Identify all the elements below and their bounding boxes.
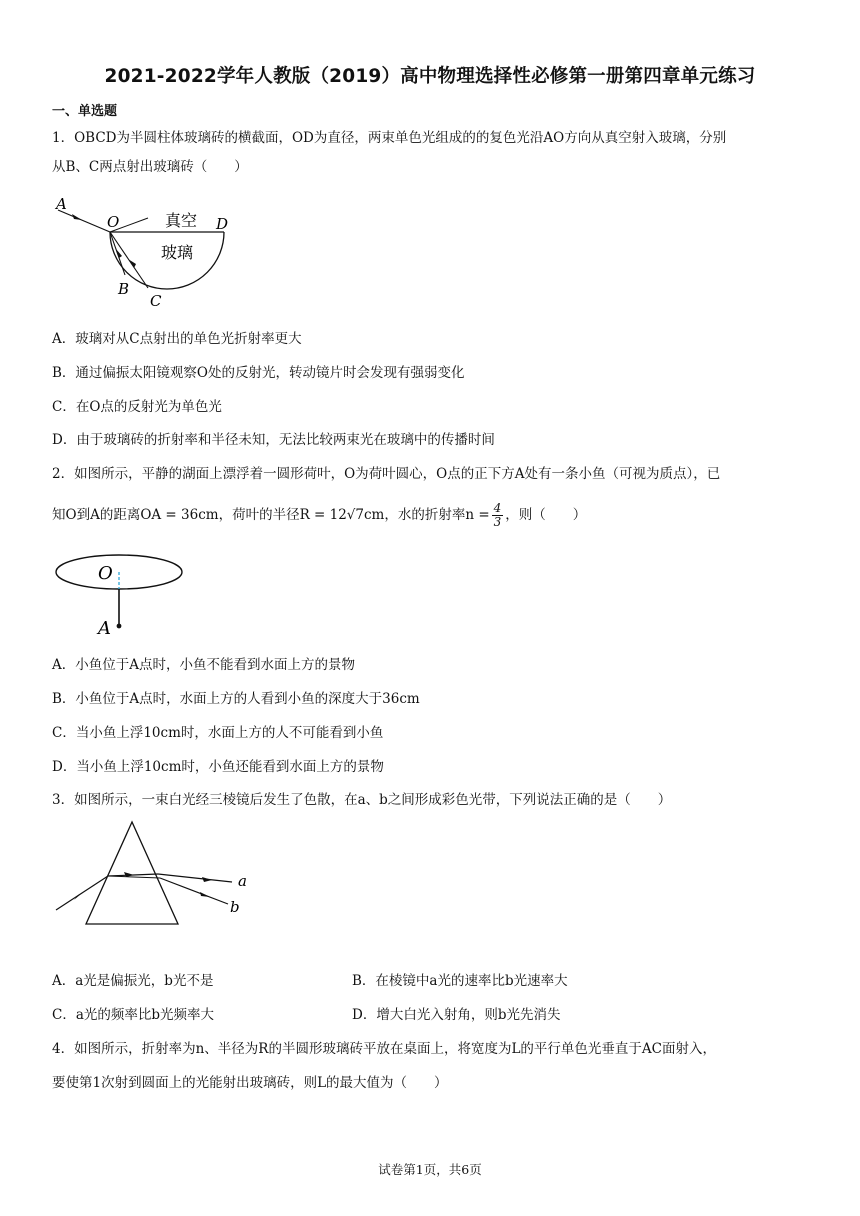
q4-stem-line1: 4．如图所示，折射率为n、半径为R的半圆形玻璃砖平放在桌面上，将宽度为L的平行单色光垂直于AC面射入， xyxy=(52,1041,716,1057)
q3-option-c: C．a光的频率比b光频率大 xyxy=(52,1007,215,1023)
q3-label-b: b xyxy=(230,898,240,916)
q2-figure xyxy=(52,548,192,640)
q1-option-b: B．通过偏振太阳镜观察O处的反射光，转动镜片时会发现有强弱变化 xyxy=(52,365,465,381)
q1-option-d: D．由于玻璃砖的折射率和半径未知，无法比较两束光在玻璃中的传播时间 xyxy=(52,432,495,448)
q1-label-O: O xyxy=(107,213,120,231)
q1-stem-line2: 从B、C两点射出玻璃砖（ ） xyxy=(52,159,248,175)
q1-figure xyxy=(52,196,242,312)
q2-option-d: D．当小鱼上浮10cm时，小鱼还能看到水面上方的景物 xyxy=(52,759,384,775)
q2-option-b: B．小鱼位于A点时，水面上方的人看到小鱼的深度大于36cm xyxy=(52,691,420,707)
q1-option-a: A．玻璃对从C点射出的单色光折射率更大 xyxy=(52,331,302,347)
q2-stem-line2 xyxy=(52,502,586,529)
q1-option-c: C．在O点的反射光为单色光 xyxy=(52,399,222,415)
q3-option-b: B．在棱镜中a光的速率比b光速率大 xyxy=(352,973,568,989)
q1-label-B: B xyxy=(118,280,130,298)
q2-stem-line1: 2．如图所示，平静的湖面上漂浮着一圆形荷叶，O为荷叶圆心，O点的正下方A处有一条小鱼（可视为质点），已 xyxy=(52,466,721,482)
page-title: 2021-2022学年人教版（2019）高中物理选择性必修第一册第四章单元练习 xyxy=(104,66,756,87)
q1-label-vacuum: 真空 xyxy=(165,211,198,230)
q3-label-a: a xyxy=(238,872,247,890)
q1-label-glass: 玻璃 xyxy=(161,243,194,262)
q2-refractive-fraction xyxy=(492,502,504,529)
q3-option-a: A．a光是偏振光，b光不是 xyxy=(52,973,214,989)
page-footer: 试卷第1页，共6页 xyxy=(378,1162,482,1177)
q2-label-O: O xyxy=(98,563,113,584)
q3-option-d: D．增大白光入射角，则b光先消失 xyxy=(352,1007,561,1023)
q3-figure xyxy=(52,818,262,930)
q1-label-D: D xyxy=(216,215,229,233)
q2-frac-numerator: 4 xyxy=(493,501,502,515)
section-heading: 一、单选题 xyxy=(52,104,118,119)
q3-stem: 3．如图所示，一束白光经三棱镜后发生了色散，在a、b之间形成彩色光带，下列说法正确的是（ ） xyxy=(52,792,672,808)
q1-label-A: A xyxy=(56,196,67,213)
q4-stem-line2: 要使第1次射到圆面上的光能射出玻璃砖，则L的最大值为（ ） xyxy=(52,1075,448,1091)
q2-option-a: A．小鱼位于A点时，小鱼不能看到水面上方的景物 xyxy=(52,657,355,673)
q2-stem-line2-text: 知O到A的距离OA = 36cm，荷叶的半径R = 12√7cm，水的折射率n = xyxy=(52,507,490,523)
q2-option-c: C．当小鱼上浮10cm时，水面上方的人不可能看到小鱼 xyxy=(52,725,384,741)
q1-label-C: C xyxy=(150,292,162,310)
q2-frac-denominator: 3 xyxy=(493,515,502,529)
q2-label-A: A xyxy=(98,618,111,639)
q1-stem-line1: 1．OBCD为半圆柱体玻璃砖的横截面，OD为直径，两束单色光组成的的复色光沿AO方向从真空射入玻璃，分别 xyxy=(52,130,727,146)
q2-stem-line2-end: ，则（ ） xyxy=(505,507,587,523)
